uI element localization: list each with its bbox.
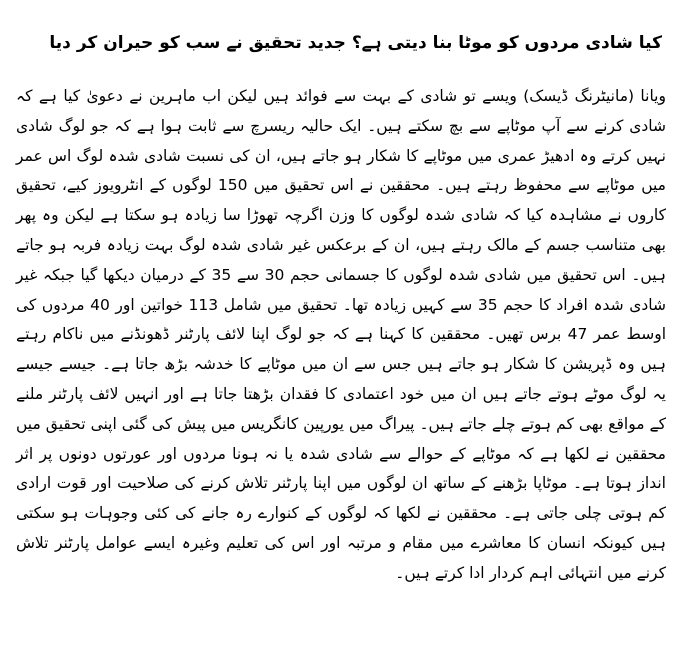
article-headline: کیا شادی مردوں کو موٹا بنا دیتی ہے؟ جدید تحقیق نے سب کو حیران کر دیا — [49, 33, 662, 53]
article-body: ویانا (مانیٹرنگ ڈیسک) ویسے تو شادی کے بہت سے فوائد ہیں لیکن اب ماہرین نے دعویٰ کیا ہے کہ شادی کرنے سے آپ موٹاپے سے بچ سکتے ہیں۔ ایک حالیہ ریسرچ سے ثابت ہوا ہے کہ جو لوگ شادی نہیں کرتے وہ ادھیڑ عمری میں موٹاپے کا شکار ہو جاتے ہیں، ان کی نسبت شادی شدہ لوگ اس عمر میں موٹاپے سے محفوظ رہتے ہیں۔ محققین نے اس تحقیق میں 150 لوگوں کے انٹرویوز کیے، تحقیق کاروں نے مشاہدہ کیا کہ شادی شدہ لوگوں کا وزن اگرچہ تھوڑا سا زیادہ ہو سکتا ہے لیکن وہ پھر بھی متناسب جسم کے مالک رہتے ہیں، ان کے برعکس غیر شادی شدہ لوگ بہت زیادہ فربہ ہو جاتے ہیں۔ اس تحقیق میں شادی شدہ لوگوں کا جسمانی حجم 30 سے 35 کے درمیان دیکھا گیا جبکہ غیر شادی شدہ افراد کا حجم 35 سے کہیں زیادہ تھا۔ تحقیق میں شامل 113 خواتین اور 40 مردوں کی اوسط عمر 47 برس تھیں۔ محققین کا کہنا ہے کہ جو لوگ اپنا لائف پارٹنر ڈھونڈنے میں ناکام رہتے ہیں وہ ڈپریشن کا شکار ہو جاتے ہیں جس سے ان میں موٹاپے کا خدشہ بڑھ جاتا ہے۔ جیسے جیسے یہ لوگ موٹے ہوتے جاتے ہیں ان میں خود اعتمادی کا فقدان بڑھتا جاتا ہے اور انہیں لائف پارٹنر ملنے کے مواقع بھی کم ہوتے چلے جاتے ہیں۔ پیراگ میں یورپین کانگریس میں پیش کی گئی اپنی تحقیق میں محققین نے لکھا ہے کہ موٹاپے کے حوالے سے شادی شدہ یا نہ ہونا مردوں اور عورتوں دونوں پر اثر انداز ہوتا ہے۔ موٹاپا بڑھنے کے ساتھ ان لوگوں میں اپنا پارٹنر تلاش کرنے کی صلاحیت اور قوت ارادی کم ہوتی چلی جاتی ہے۔ محققین نے لکھا کہ لوگوں کے کنوارے رہ جانے کی کئی وجوہات ہو سکتی ہیں کیونکہ انسان کا معاشرے میں مقام و مرتبہ اور اس کی تعلیم وغیرہ ایسے عوامل پارٹنر تلاش کرنے میں انتہائی اہم کردار ادا کرتے ہیں۔ — [16, 87, 666, 582]
